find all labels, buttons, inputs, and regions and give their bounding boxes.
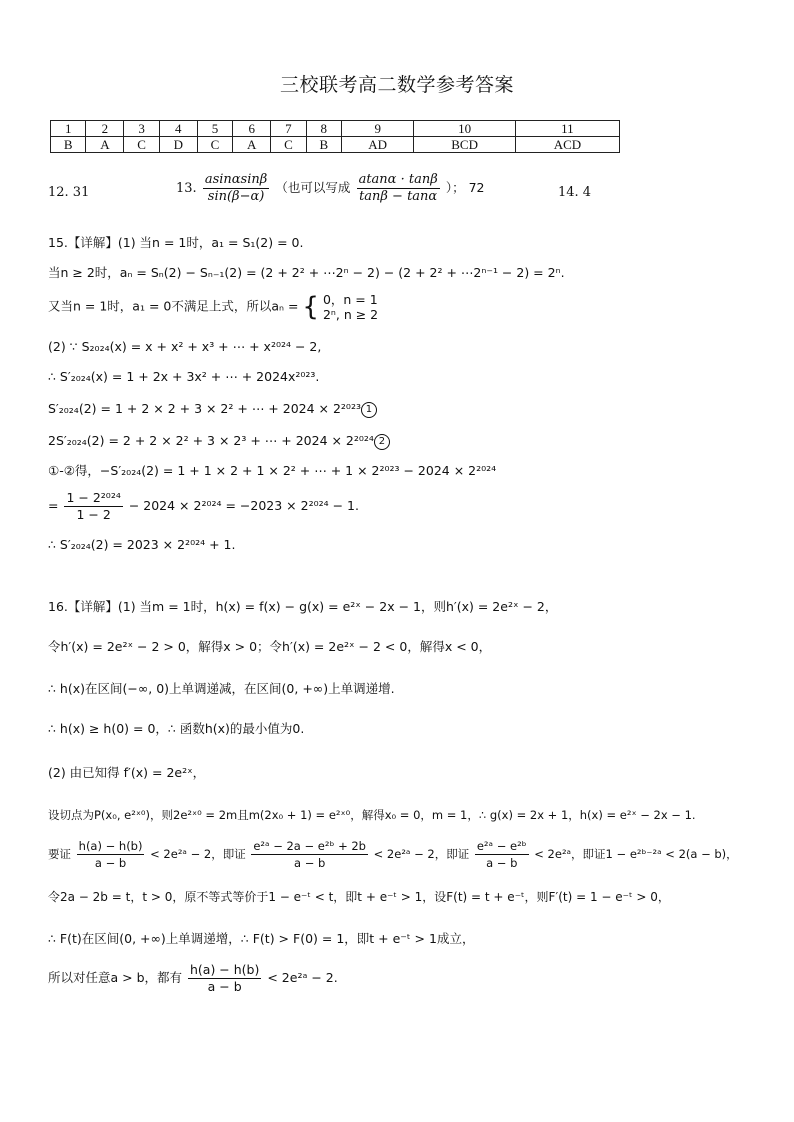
q16-fraction-1-denominator: a − b (94, 856, 127, 870)
q16-fraction-3-denominator: a − b (486, 856, 518, 870)
q16-fraction-final-denominator: a − b (207, 979, 242, 994)
q16-fraction-2-numerator: e²ᵃ − 2a − e²ᵇ + 2b (253, 839, 366, 853)
answer-cell: C (197, 137, 232, 153)
q16-line-7-text-b: < 2e²ᵃ − 2，即证 (150, 847, 246, 861)
q16-fraction-2 (251, 838, 368, 871)
answer-cell: A (86, 137, 124, 153)
q16-line-9: ∴ F(t)在区间(0, +∞)上单调递增，∴ F(t) > F(0) = 1，即t + e⁻ᵗ > 1成立， (48, 931, 475, 946)
q16-fraction-3-numerator: e²ᵃ − e²ᵇ (476, 839, 527, 853)
question-number: 7 (271, 121, 306, 137)
q13-answer (176, 172, 485, 205)
q14-answer: 14. 4 (558, 185, 592, 200)
q15-line-3 (48, 292, 378, 322)
q13-fraction (203, 172, 269, 205)
q13-label: 13. (176, 181, 197, 196)
question-number: 8 (306, 121, 341, 137)
answer-cell: C (271, 137, 306, 153)
q15-line-5: ∴ S′₂₀₂₄(x) = 1 + 2x + 3x² + ⋯ + 2024x²⁰²³. (48, 369, 320, 384)
answer-row (51, 137, 620, 153)
answer-cell: D (159, 137, 197, 153)
question-number: 10 (414, 121, 515, 137)
q16-line-7-text-a: 要证 (48, 847, 71, 861)
answer-cell: BCD (414, 137, 515, 153)
answer-cell: C (124, 137, 159, 153)
q16-line-5: (2) 由已知得 f′(x) = 2e²ˣ， (48, 765, 206, 780)
page-title: 三校联考高二数学参考答案 (279, 74, 514, 96)
q15-fraction-denominator: 1 − 2 (76, 507, 111, 522)
q15-line-8: ①-②得，−S′₂₀₂₄(2) = 1 + 1 × 2 + 1 × 2² + ⋯ + 1 × 2²⁰²³ − 2024 × 2²⁰²⁴ (48, 463, 497, 478)
q15-line-4: (2) ∵ S₂₀₂₄(x) = x + x² + x³ + ⋯ + x²⁰²⁴ − 2, (48, 339, 322, 354)
answer-cell: A (233, 137, 271, 153)
q13-alt-denominator: tanβ − tanα (359, 189, 438, 204)
q13-after: ）； 72 (445, 180, 485, 195)
q15-line-7-text: 2S′₂₀₂₄(2) = 2 + 2 × 2² + 3 × 2³ + ⋯ + 2024 × 2²⁰²⁴ (48, 433, 374, 448)
answer-cell: AD (342, 137, 414, 153)
q15-line-7 (48, 432, 390, 450)
q15-line-10: ∴ S′₂₀₂₄(2) = 2023 × 2²⁰²⁴ + 1. (48, 537, 236, 552)
answer-cell: B (306, 137, 341, 153)
question-number: 4 (159, 121, 197, 137)
q13-alt-numerator: atanα · tanβ (358, 172, 438, 187)
case-1: 0，n = 1 (322, 292, 378, 307)
case-2: 2ⁿ, n ≥ 2 (322, 307, 379, 322)
q16-line-2: 令h′(x) = 2e²ˣ − 2 > 0，解得x > 0；令h′(x) = 2e²ˣ − 2 < 0，解得x < 0， (48, 639, 492, 654)
brace-symbol: { (302, 292, 319, 322)
q15-line-9: = $\frac{\text{1 − 2²⁰²⁴}}{1 - 2}$ − 2024 × 2²⁰²⁴ = −2023 × 2²⁰²⁴ − 1. (48, 490, 359, 522)
q16-line-7-text-c: < 2e²ᵃ − 2，即证 (373, 847, 470, 861)
q16-fraction-3 (475, 838, 529, 871)
q16-line-4: ∴ h(x) ≥ h(0) = 0，∴ 函数h(x)的最小值为0. (48, 721, 305, 736)
q15-line-9-rest: − 2024 × 2²⁰²⁴ = −2023 × 2²⁰²⁴ − 1. (128, 498, 359, 513)
question-number: 9 (342, 121, 414, 137)
question-number: 6 (233, 121, 271, 137)
q15-line-6-text: S′₂₀₂₄(2) = 1 + 2 × 2 + 3 × 2² + ⋯ + 2024 × 2²⁰²³ (48, 401, 361, 416)
q16-fraction-final-numerator: h(a) − h(b) (190, 962, 260, 977)
q15-fraction-numerator: 1 − 2²⁰²⁴ (66, 490, 121, 505)
q15-line-3-text: 又当n = 1时，a₁ = 0不满足上式，所以aₙ = (48, 298, 299, 314)
q12-answer: 12. 31 (48, 185, 90, 200)
q16-line-10-text-a: 所以对任意a > b，都有 (48, 970, 183, 985)
answer-key-table (50, 120, 620, 153)
answer-cell: B (51, 137, 86, 153)
question-number: 11 (515, 121, 619, 137)
piecewise-cases (323, 292, 378, 322)
q15-line-2: 当n ≥ 2时，aₙ = Sₙ(2) − Sₙ₋₁(2) = (2 + 2² + ⋯2ⁿ − 2) − (2 + 2² + ⋯2ⁿ⁻¹ − 2) = 2ⁿ. (48, 265, 565, 280)
q16-fraction-1 (77, 838, 145, 871)
answer-cell: ACD (515, 137, 619, 153)
q16-line-3: ∴ h(x)在区间(−∞, 0)上单调递减，在区间(0, +∞)上单调递增. (48, 681, 395, 696)
question-number-row (51, 121, 620, 137)
q16-fraction-final (188, 962, 261, 995)
question-number: 5 (197, 121, 232, 137)
question-number: 1 (51, 121, 86, 137)
q16-line-6: 设切点为P(x₀, e²ˣ⁰)，则2e²ˣ⁰ = 2m且m(2x₀ + 1) = e²ˣ⁰，解得x₀ = 0，m = 1，∴ g(x) = 2x + 1，h(x) = e²ˣ − 2x − 1. (48, 808, 696, 822)
q13-denominator: sin(β−α) (207, 189, 265, 204)
q16-line-8: 令2a − 2b = t，t > 0，原不等式等价于1 − e⁻ᵗ < t，即t + e⁻ᵗ > 1，设F(t) = t + e⁻ᵗ，则F′(t) = 1 − e⁻ᵗ > 0， (48, 890, 670, 904)
q15-fraction (64, 490, 122, 523)
q16-line-10 (48, 962, 338, 995)
q13-numerator: asinαsinβ (204, 172, 268, 187)
q16-fraction-2-denominator: a − b (294, 856, 326, 870)
q16-line-7 (48, 838, 738, 871)
question-number: 3 (124, 121, 159, 137)
q13-note: （也可以写成 (275, 180, 351, 195)
circled-number-1: 1 (361, 402, 377, 418)
q16-line-7-text-d: < 2e²ᵃ，即证1 − e²ᵇ⁻²ᵃ < 2(a − b)， (534, 847, 738, 861)
circled-number-2: 2 (374, 434, 390, 450)
q16-fraction-1-numerator: h(a) − h(b) (78, 839, 143, 853)
q16-line-1: 16.【详解】(1) 当m = 1时，h(x) = f(x) − g(x) = e²ˣ − 2x − 1，则h′(x) = 2e²ˣ − 2， (48, 599, 558, 614)
q16-line-10-text-b: < 2e²ᵃ − 2. (267, 970, 338, 985)
question-number: 2 (86, 121, 124, 137)
q15-line-6 (48, 400, 377, 418)
q13-alt-fraction (357, 172, 440, 205)
q15-line-1: 15.【详解】(1) 当n = 1时，a₁ = S₁(2) = 0. (48, 235, 304, 250)
